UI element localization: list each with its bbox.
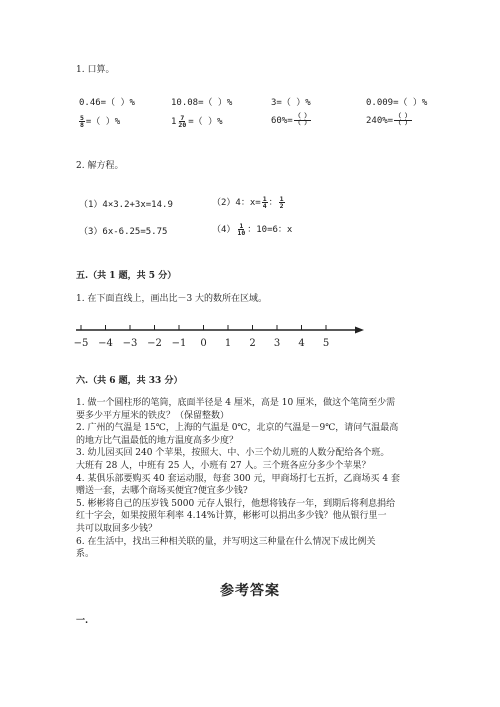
tick-label: 3 [273,338,281,349]
section5-question: 1. 在下面直线上，画出比－3 大的数所在区域。 [76,294,268,304]
equation-3: （3）6x-6.25=5.75 [79,227,168,237]
tick-label: −1 [171,338,187,349]
section2-heading: 2. 解方程。 [76,161,124,171]
problem-line: 赠送一套，去哪个商场买便宜?便宜多少钱? [76,486,248,497]
problem-line: 1. 做一个圆柱形的笔筒，底面半径是 4 厘米，高是 10 厘米，做这个笔筒至少需 [76,398,396,408]
problem-line: 6. 在生活中，找出三种相关联的量，并写明这三种量在什么情况下成比例关 [76,536,376,547]
problem-line: 2. 广州的气温是 15℃，上海的气温是 0℃，北京的气温是－9℃，请问气温最高 [76,423,399,434]
answers-section-one: 一. [76,616,89,626]
fraction: $\frac{1}{10}$ [237,221,246,237]
problem-line: 系。 [76,549,95,560]
section1-heading: 1. 口算。 [76,65,115,75]
problem-line: 4. 某俱乐部要购买 40 套运动服，每套 300 元，甲商场打七五折，乙商场买 4 套 [76,473,400,484]
mental-math-item: 3=（ ）% [271,98,311,108]
section6-heading: 六.（共 6 题，共 33 分） [76,376,183,386]
fraction: $\frac{1}{4}$ [262,194,267,210]
fraction: $\frac{5}{8}$ [80,113,84,129]
problem-line: 3. 幼儿园买回 240 个苹果，按照大、中、小三个幼儿班的人数分配给各个班。 [76,448,390,459]
mental-math-item: $\frac{5}{8}$ =（ ）% [80,113,121,129]
problem-line: 5. 彬彬将自己的压岁钱 5000 元存人银行，他想将钱存一年，到期后将利息捐给 [76,498,396,509]
mental-math-item: 240%= $\frac{( )}{( )}$ [366,113,411,127]
problem-line: 红十字会，如果按照年利率 4.14%计算，彬彬可以捐出多少钱？他从银行里一 [76,511,387,522]
problem-line: 共可以取回多少钱？ [76,523,158,534]
number-line [74,322,366,352]
tick-label: −5 [74,338,89,349]
tick-label: 5 [322,338,330,349]
equation-4: （4） $\frac{1}{10}$ ：10=6：x [212,221,293,237]
fraction: $\frac{1}{2}$ [279,194,284,210]
problem-line: 要多少平方厘米的铁皮？（保留整数） [76,410,230,421]
tick-label: 0 [200,338,207,349]
section5-heading: 五.（共 1 题，共 5 分） [76,271,177,281]
problem-line: 的地方比气温最低的地方温度高多少度？ [76,435,239,446]
number-line-ticks [74,325,329,349]
tick-label: −2 [147,338,162,349]
section6-problems [76,397,436,561]
fraction: $\frac{( )}{( )}$ [395,113,411,127]
mental-math-item: 1 $\frac{7}{20}$ =（ ）% [171,113,223,129]
fraction: $\frac{7}{20}$ [178,113,187,129]
mental-math-item: 60%= $\frac{( )}{( )}$ [271,113,311,127]
problem-line: 大班有 28 人，中班有 25 人，小班有 27 人。三个班各应分多少个苹果？ [76,460,371,471]
mental-math-item: 10.08=（ ）% [171,98,233,108]
number-line-arrow [355,327,364,334]
tick-label: −3 [122,338,138,349]
equation-1: （1）4×3.2+3x=14.9 [79,200,173,210]
mental-math-item: 0.46=（ ）% [79,98,135,108]
tick-label: 4 [298,338,305,349]
tick-label: 1 [224,338,232,349]
tick-label: 2 [249,338,256,349]
answers-title: 参考答案 [220,583,280,599]
fraction: $\frac{( )}{( )}$ [294,113,311,127]
mental-math-item: 0.009=（ ）% [366,98,428,108]
tick-label: −4 [98,338,113,349]
equation-2: （2）4：x= $\frac{1}{4}$ ： $\frac{1}{2}$ [212,194,284,210]
